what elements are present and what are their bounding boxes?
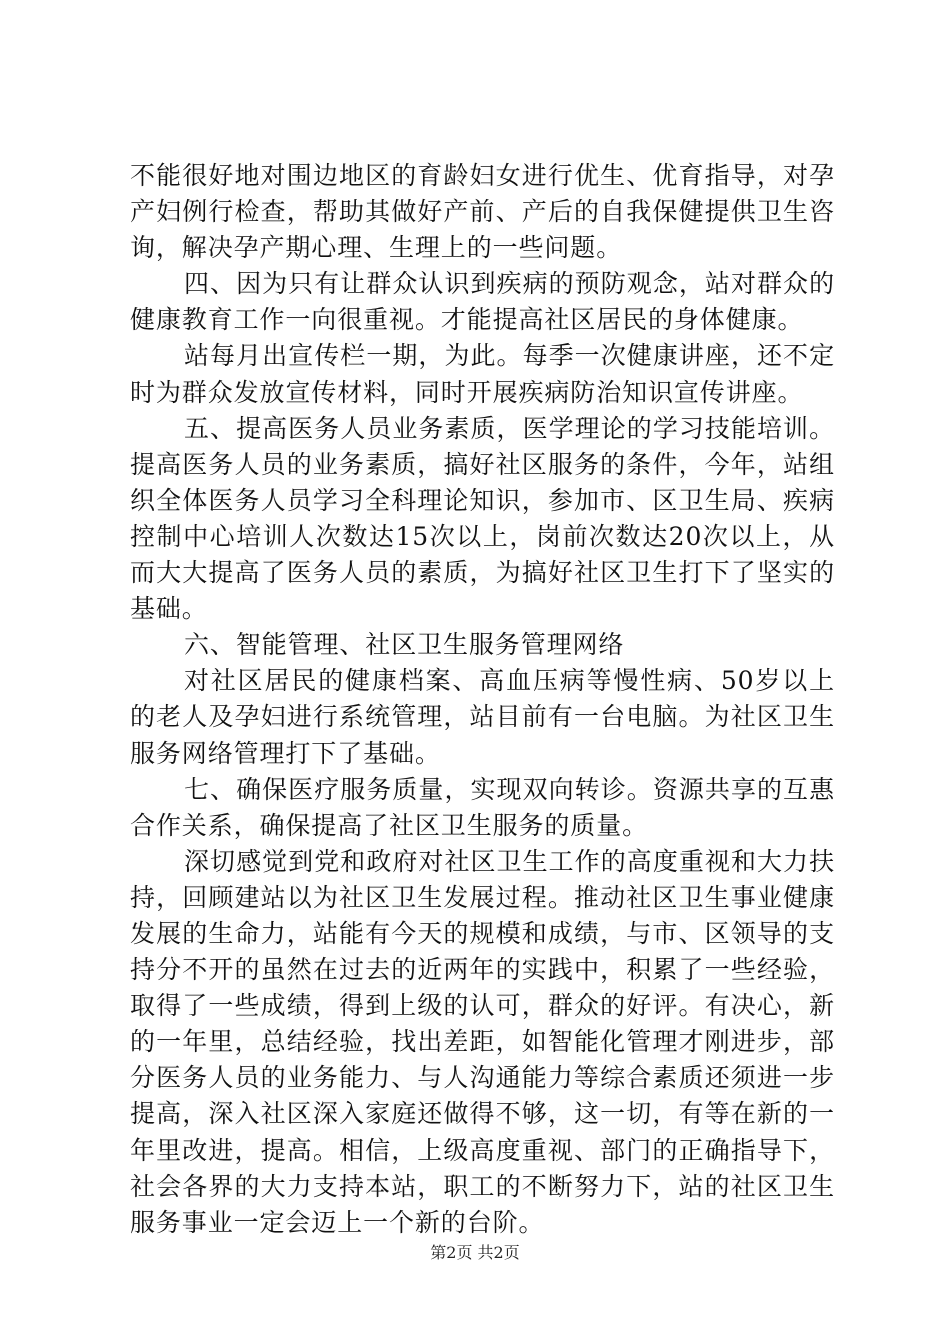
paragraph-section-5: 五、提高医务人员业务素质，医学理论的学习技能培训。提高医务人员的业务素质，搞好社区服务的条件，今年，站组织全体医务人员学习全科理论知识，参加市、区卫生局、疾病控制中心培训人次数达15次以上，岗前次数达20次以上，从而大大提高了医务人员的素质，为搞好社区卫生打下了坚实的基础。: [130, 413, 835, 624]
paragraph-section-4: 四、因为只有让群众认识到疾病的预防观念，站对群众的健康教育工作一向很重视。才能提高社区居民的身体健康。: [130, 269, 835, 335]
paragraph-continuation: 不能很好地对围边地区的育龄妇女进行优生、优育指导，对孕产妇例行检查，帮助其做好产前、产后的自我保健提供卫生咨询，解决孕产期心理、生理上的一些问题。: [130, 161, 835, 263]
paragraph-conclusion: 深切感觉到党和政府对社区卫生工作的高度重视和大力扶持，回顾建站以为社区卫生发展过程。推动社区卫生事业健康发展的生命力，站能有今天的规模和成绩，与市、区领导的支持分不开的虽然在过去的近两年的实践中，积累了一些经验，取得了一些成绩，得到上级的认可，群众的好评。有决心，新的一年里，总结经验，找出差距，如智能化管理才刚进步，部分医务人员的业务能力、与人沟通能力等综合素质还须进一步提高，深入社区深入家庭还做得不够，这一切，有等在新的一年里改进，提高。相信，上级高度重视、部门的正确指导下，社会各界的大力支持本站，职工的不断努力下，站的社区卫生服务事业一定会迈上一个新的台阶。: [130, 846, 835, 1237]
paragraph-publicity: 站每月出宣传栏一期，为此。每季一次健康讲座，还不定时为群众发放宣传材料，同时开展疾病防治知识宣传讲座。: [130, 341, 835, 407]
paragraph-section-7: 七、确保医疗服务质量，实现双向转诊。资源共享的互惠合作关系，确保提高了社区卫生服务的质量。: [130, 774, 835, 840]
page-footer: 第2页 共2页: [430, 1243, 520, 1262]
body-text: [130, 158, 835, 1241]
paragraph-section-6-body: 对社区居民的健康档案、高血压病等慢性病、50岁以上的老人及孕妇进行系统管理，站目前有一台电脑。为社区卫生服务网络管理打下了基础。: [130, 666, 835, 768]
paragraph-section-6-heading: 六、智能管理、社区卫生服务管理网络: [184, 630, 625, 660]
